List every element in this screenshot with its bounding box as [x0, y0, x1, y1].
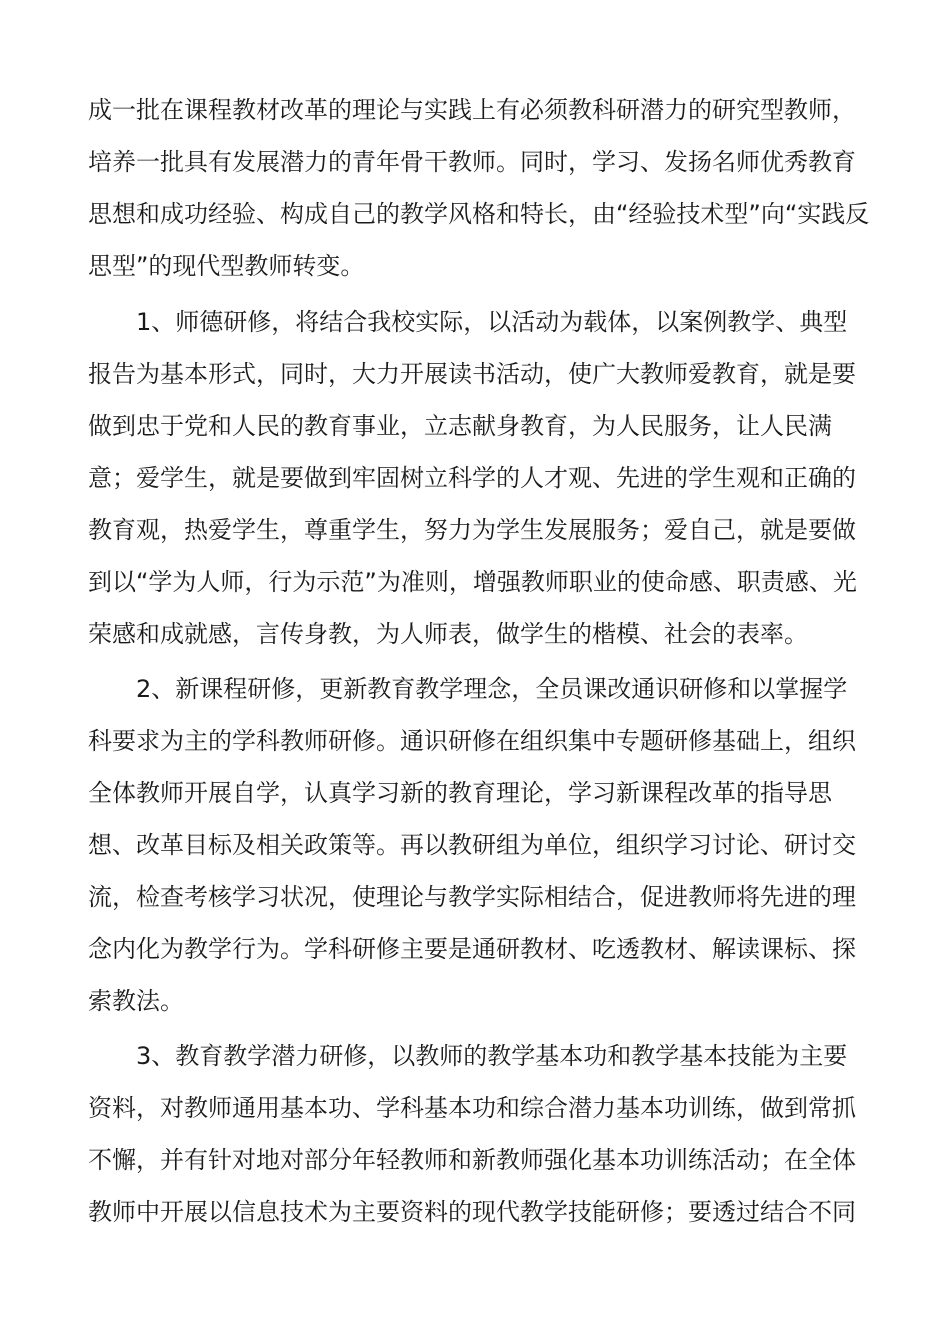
text-line: 全体教师开展自学，认真学习新的教育理论，学习新课程改革的指导思 [88, 779, 832, 807]
paragraph-first-line: 3、教育教学潜力研修，以教师的教学基本功和教学基本技能为主要 [136, 1042, 848, 1070]
text-line: 报告为基本形式，同时，大力开展读书活动，使广大教师爱教育，就是要 [88, 360, 856, 388]
paragraph-first-line: 2、新课程研修，更新教育教学理念，全员课改通识研修和以掌握学 [136, 675, 848, 703]
text-line: 思型”的现代型教师转变。 [88, 252, 365, 280]
text-line: 想、改革目标及相关政策等。再以教研组为单位，组织学习讨论、研讨交 [88, 831, 856, 859]
text-line: 流，检查考核学习状况，使理论与教学实际相结合，促进教师将先进的理 [88, 883, 856, 911]
text-line: 教育观，热爱学生，尊重学生，努力为学生发展服务；爱自己，就是要做 [88, 516, 856, 544]
text-line: 培养一批具有发展潜力的青年骨干教师。同时，学习、发扬名师优秀教育 [88, 148, 856, 176]
paragraph-first-line: 1、师德研修，将结合我校实际，以活动为载体，以案例教学、典型 [136, 308, 848, 336]
text-line: 索教法。 [88, 987, 184, 1015]
text-line: 教师中开展以信息技术为主要资料的现代教学技能研修；要透过结合不同 [88, 1198, 856, 1226]
text-line: 思想和成功经验、构成自己的教学风格和特长，由“经验技术型”向“实践反 [88, 200, 870, 228]
text-line: 意；爱学生，就是要做到牢固树立科学的人才观、先进的学生观和正确的 [88, 464, 856, 492]
text-line: 不懈，并有针对地对部分年轻教师和新教师强化基本功训练活动；在全体 [88, 1146, 856, 1174]
text-line: 科要求为主的学科教师研修。通识研修在组织集中专题研修基础上，组织 [88, 727, 856, 755]
text-line: 成一批在课程教材改革的理论与实践上有必须教科研潜力的研究型教师， [88, 96, 856, 124]
text-line: 资料，对教师通用基本功、学科基本功和综合潜力基本功训练，做到常抓 [88, 1094, 856, 1122]
text-line: 荣感和成就感，言传身教，为人师表，做学生的楷模、社会的表率。 [88, 620, 808, 648]
text-line: 到以“学为人师，行为示范”为准则，增强教师职业的使命感、职责感、光 [88, 568, 857, 596]
text-line: 做到忠于党和人民的教育事业，立志献身教育，为人民服务，让人民满 [88, 412, 832, 440]
text-line: 念内化为教学行为。学科研修主要是通研教材、吃透教材、解读课标、探 [88, 935, 856, 963]
